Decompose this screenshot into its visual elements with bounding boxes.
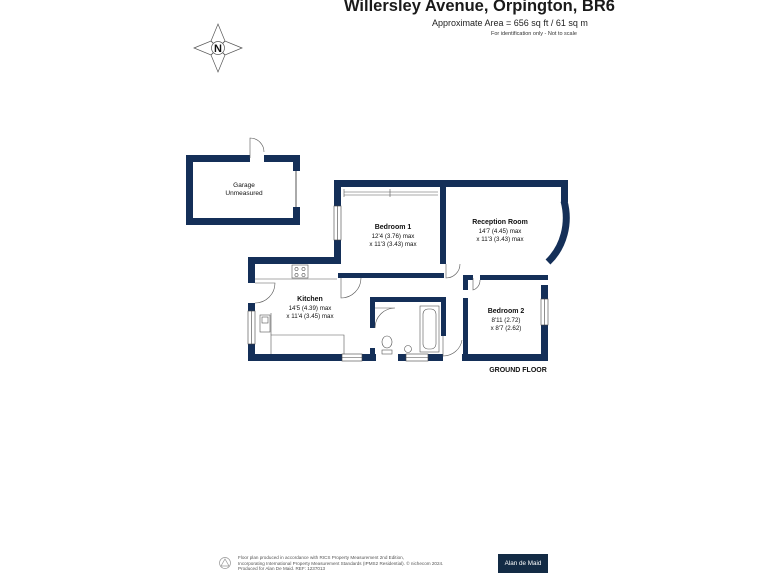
reception-dim2: x 11'3 (3.43) max <box>476 236 524 243</box>
bedroom2-label: Bedroom 2 <box>487 308 525 315</box>
kitchen-dim2: x 11'4 (3.45) max <box>286 313 334 320</box>
bedroom1-dim2: x 11'3 (3.43) max <box>369 241 417 248</box>
garage-door-swing <box>250 138 264 158</box>
footer-line-2: Incorporating International Property Measurement Standards (IPMS2 Residential). © nichecom 2024. <box>238 560 444 566</box>
bedroom1-label: Bedroom 1 <box>374 224 412 231</box>
scale-note: For identification only - Not to scale <box>491 31 577 37</box>
bedroom2-dim2: x 8'7 (2.62) <box>490 325 522 332</box>
rics-logo-icon <box>220 558 231 569</box>
reception-label: Reception Room <box>472 219 528 226</box>
kitchen-dim1: 14'5 (4.39) max <box>288 305 332 312</box>
bathroom-fittings <box>382 306 439 354</box>
bedroom1-dim1: 12'4 (3.76) max <box>371 233 415 240</box>
footer-line-1: Floor plan produced in accordance with RICS Property Measurement 2nd Edition, <box>238 555 404 560</box>
page-title: Willersley Avenue, Orpington, BR6 <box>344 0 615 15</box>
interior-walls <box>338 180 548 361</box>
approximate-area: Approximate Area = 656 sq ft / 61 sq m <box>432 18 588 28</box>
wardrobe <box>344 189 438 197</box>
floor-label: GROUND FLOOR <box>489 367 547 374</box>
compass-north-label: N <box>214 43 222 55</box>
garage-label: Garage <box>233 182 255 189</box>
footer-line-3: Produced for Alan De Maid. REF: 1237013 <box>238 566 326 572</box>
garage-size: Unmeasured <box>225 190 263 197</box>
footer-credits <box>238 555 443 572</box>
kitchen-label: Kitchen <box>297 296 323 303</box>
bedroom2-dim1: 8'11 (2.72) <box>491 317 521 324</box>
reception-dim1: 14'7 (4.45) max <box>478 228 522 235</box>
reception-bay-window <box>548 201 566 262</box>
brand-logo: Alan de Maid <box>498 554 548 573</box>
